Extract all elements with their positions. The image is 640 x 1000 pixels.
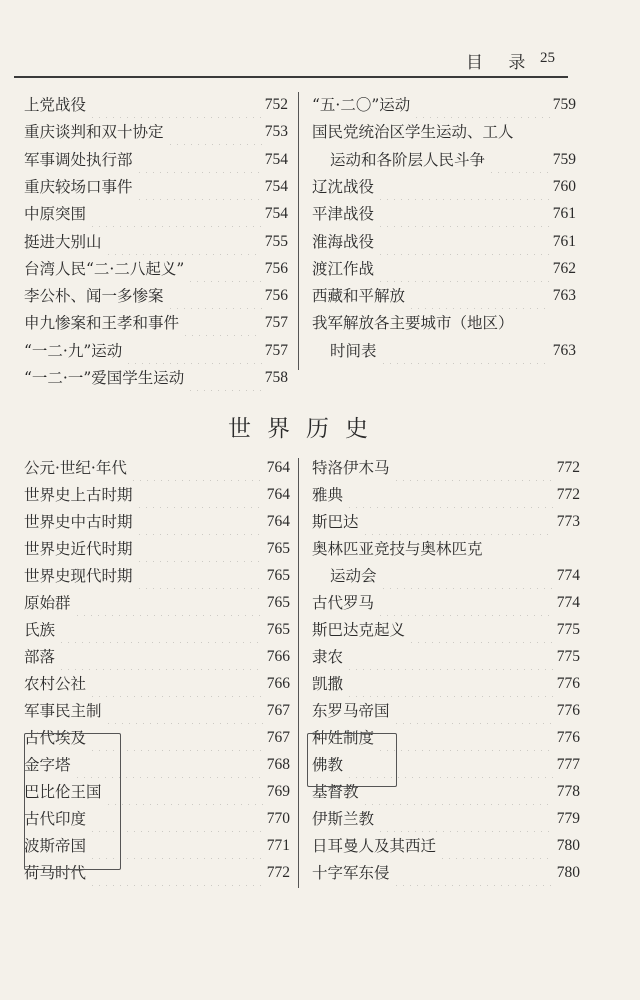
toc-entry-page: 774 — [556, 594, 580, 611]
toc-entry-page: 764 — [266, 486, 290, 503]
toc-entry-page: 777 — [556, 756, 580, 773]
toc-entry-page: 772 — [266, 864, 290, 881]
header-page-number: 25 — [540, 50, 555, 66]
toc-entry-title: 重庆较场口事件 — [24, 177, 133, 196]
toc-entry — [24, 174, 288, 200]
dot-leader — [167, 119, 262, 145]
toc-entry-title: “五·二〇”运动 — [312, 96, 411, 114]
dot-leader — [136, 482, 264, 508]
toc-entry-page: 756 — [264, 287, 288, 305]
toc-entry — [312, 119, 576, 145]
toc-entry — [24, 698, 290, 724]
toc-entry-title: 申九惨案和王孝和事件 — [24, 314, 180, 333]
dot-leader — [58, 617, 264, 643]
dot-leader — [393, 698, 554, 724]
dot-leader — [488, 147, 550, 173]
toc-entry — [312, 860, 580, 886]
handwritten-box-right — [307, 733, 397, 787]
toc-entry-title: 日耳曼人及其西迁 — [312, 837, 437, 855]
toc-entry-page: 757 — [264, 314, 288, 332]
toc-entry-page: 754 — [264, 177, 288, 195]
toc-entry — [24, 119, 288, 145]
handwritten-box-left — [24, 733, 121, 870]
dot-leader — [89, 671, 264, 697]
toc-entry-title: 时间表 — [330, 341, 377, 360]
toc-entry — [24, 536, 290, 562]
toc-entry — [312, 671, 580, 697]
toc-entry-page: 756 — [264, 259, 288, 277]
dot-leader — [377, 201, 550, 227]
toc-entry-title: 辽沈战役 — [312, 177, 375, 196]
toc-entry-title: 西藏和平解放 — [312, 287, 406, 306]
toc-entry-title: 运动和各阶层人民斗争 — [330, 150, 486, 169]
dot-leader — [346, 671, 554, 697]
toc-entry — [24, 455, 290, 481]
toc-entry-page: 772 — [556, 486, 580, 503]
dot-leader — [89, 92, 262, 118]
toc-entry-title: 原始群 — [24, 594, 71, 612]
toc-entry-title: 挺进大别山 — [24, 232, 102, 251]
toc-entry — [24, 482, 290, 508]
toc-entry-title: 李公朴、闻一多惨案 — [24, 287, 164, 306]
toc-entry-title: 基督教 — [312, 783, 359, 801]
toc-entry — [312, 509, 580, 535]
toc-entry-title: 国民党统治区学生运动、工人 — [312, 123, 514, 142]
toc-entry-page: 752 — [264, 96, 288, 113]
toc-entry — [24, 563, 290, 589]
toc-entry-page: 776 — [556, 729, 580, 746]
toc-entry — [24, 256, 288, 282]
toc-entry-title: 世界史近代时期 — [24, 540, 133, 558]
toc-entry-title: “一二·一”爱国学生运动 — [24, 369, 185, 387]
toc-entry-page: 765 — [266, 594, 290, 611]
dot-leader — [393, 455, 554, 481]
toc-entry-title: 中原突围 — [24, 205, 87, 224]
toc-entry — [312, 617, 580, 643]
toc-entry — [312, 698, 580, 724]
dot-leader — [377, 229, 550, 255]
toc-entry-page: 766 — [266, 648, 290, 665]
dot-leader — [187, 256, 261, 282]
dot-leader — [346, 644, 554, 670]
toc-entry-page: 762 — [552, 259, 576, 277]
toc-entry-page: 761 — [552, 205, 576, 223]
toc-entry — [24, 671, 290, 697]
column-divider-bottom — [298, 458, 299, 888]
toc-entry-title: 军事调处执行部 — [24, 150, 133, 169]
dot-leader — [377, 590, 554, 616]
dot-leader — [380, 563, 554, 589]
toc-entry — [312, 310, 576, 336]
dot-leader — [136, 147, 262, 173]
dot-leader — [130, 455, 264, 481]
section-title: 世界历史 — [228, 416, 384, 442]
toc-entry-title: 古代印度 — [24, 810, 87, 828]
toc-entry-page: 776 — [556, 702, 580, 719]
toc-entry-title: 隶农 — [312, 648, 344, 666]
toc-entry-title: 十字军东侵 — [312, 864, 390, 882]
dot-leader — [182, 310, 262, 336]
toc-entry-title: 台湾人民“二·二八起义” — [24, 259, 185, 278]
toc-entry-title: 淮海战役 — [312, 232, 375, 251]
dot-leader — [105, 229, 262, 255]
dot-leader — [393, 860, 554, 886]
dot-leader — [346, 482, 554, 508]
toc-entry-title: 氏族 — [24, 621, 56, 639]
toc-entry — [312, 283, 576, 309]
dot-leader — [167, 283, 262, 309]
dot-leader — [362, 509, 554, 535]
toc-entry-title: 东罗马帝国 — [312, 702, 390, 720]
page-header — [0, 0, 640, 80]
toc-entry-page: 757 — [264, 341, 288, 359]
toc-entry — [312, 806, 580, 832]
toc-entry-page: 780 — [556, 837, 580, 854]
toc-entry-title: 荷马时代 — [24, 864, 87, 882]
toc-entry — [330, 338, 576, 364]
toc-entry-title: 渡江作战 — [312, 259, 375, 278]
dot-leader — [517, 119, 573, 145]
toc-entry-page: 776 — [556, 675, 580, 692]
toc-entry-title: 世界史上古时期 — [24, 486, 133, 504]
dot-leader — [125, 338, 261, 364]
dot-leader — [136, 536, 264, 562]
toc-entry — [312, 92, 576, 118]
toc-entry — [24, 644, 290, 670]
dot-leader — [136, 563, 264, 589]
toc-entry — [312, 201, 576, 227]
dot-leader — [380, 338, 550, 364]
toc-entry — [312, 256, 576, 282]
toc-entry-page: 761 — [552, 232, 576, 250]
toc-entry-page: 754 — [264, 205, 288, 223]
toc-entry-page: 773 — [556, 513, 580, 530]
toc-entry — [24, 310, 288, 336]
dot-leader — [517, 310, 573, 336]
toc-entry-title: 斯巴达 — [312, 513, 359, 531]
toc-entry — [312, 455, 580, 481]
toc-entry — [312, 590, 580, 616]
toc-entry-page: 758 — [264, 369, 288, 386]
toc-entry — [312, 644, 580, 670]
dot-leader — [105, 698, 264, 724]
toc-entry-title: 运动会 — [330, 567, 377, 585]
toc-entry-page: 779 — [556, 810, 580, 827]
column-divider-top — [298, 92, 299, 370]
toc-entry-title: 奥林匹亚竞技与奥林匹克 — [312, 540, 483, 558]
toc-entry-title: 军事民主制 — [24, 702, 102, 720]
toc-entry — [24, 201, 288, 227]
toc-entry-page: 767 — [266, 729, 290, 746]
toc-entry — [24, 283, 288, 309]
toc-entry-title: 金字塔 — [24, 756, 71, 774]
dot-leader — [74, 590, 264, 616]
dot-leader — [413, 92, 549, 118]
dot-leader — [105, 779, 264, 805]
toc-entry — [24, 590, 290, 616]
toc-entry-page: 771 — [266, 837, 290, 854]
toc-entry — [312, 229, 576, 255]
toc-entry-page: 763 — [552, 341, 576, 359]
toc-entry-page: 763 — [552, 287, 576, 305]
toc-entry-page: 775 — [556, 621, 580, 638]
dot-leader — [377, 725, 554, 751]
dot-leader — [486, 536, 577, 562]
toc-entry — [312, 482, 580, 508]
toc-entry-title: 世界史现代时期 — [24, 567, 133, 585]
toc-entry-page: 759 — [552, 96, 576, 113]
dot-leader — [408, 617, 554, 643]
toc-entry-page: 774 — [556, 567, 580, 584]
toc-entry — [24, 229, 288, 255]
dot-leader — [439, 833, 554, 859]
toc-entry-title: 巴比伦王国 — [24, 783, 102, 801]
toc-entry-page: 770 — [266, 810, 290, 827]
toc-entry-page: 768 — [266, 756, 290, 773]
toc-entry — [24, 92, 288, 118]
toc-entry — [24, 617, 290, 643]
toc-entry-title: 波斯帝国 — [24, 837, 87, 855]
toc-entry — [24, 147, 288, 173]
toc-entry — [24, 509, 290, 535]
toc-entry — [24, 338, 288, 364]
toc-entry-page: 753 — [264, 123, 288, 141]
toc-entry — [330, 563, 580, 589]
toc-entry-page: 755 — [264, 232, 288, 250]
toc-entry-title: 我军解放各主要城市（地区） — [312, 314, 514, 333]
header-rule — [14, 76, 568, 78]
toc-entry-page: 769 — [266, 783, 290, 800]
toc-entry — [24, 365, 288, 391]
dot-leader — [187, 365, 261, 391]
toc-entry — [312, 536, 580, 562]
toc-entry-title: 世界史中古时期 — [24, 513, 133, 531]
toc-entry-title: 斯巴达克起义 — [312, 621, 406, 639]
toc-entry-page: 759 — [552, 150, 576, 168]
header-title: 目 录 — [466, 53, 536, 73]
toc-entry-title: 佛教 — [312, 756, 344, 774]
toc-entry-page: 766 — [266, 675, 290, 692]
toc-entry-page: 775 — [556, 648, 580, 665]
dot-leader — [377, 256, 550, 282]
toc-entry-title: 平津战役 — [312, 205, 375, 224]
toc-entry-title: 种姓制度 — [312, 729, 375, 747]
dot-leader — [89, 201, 262, 227]
toc-entry-page: 765 — [266, 567, 290, 584]
toc-entry-page: 778 — [556, 783, 580, 800]
toc-entry-title: 重庆谈判和双十协定 — [24, 123, 164, 142]
dot-leader — [377, 174, 550, 200]
toc-entry-title: 农村公社 — [24, 675, 87, 693]
toc-entry-title: 上党战役 — [24, 96, 87, 114]
toc-entry — [330, 147, 576, 173]
toc-entry-page: 765 — [266, 540, 290, 557]
dot-leader — [136, 174, 262, 200]
toc-entry-title: 凯撒 — [312, 675, 344, 693]
toc-entry-title: 公元·世纪·年代 — [24, 459, 127, 477]
toc-entry-page: 767 — [266, 702, 290, 719]
toc-entry — [312, 833, 580, 859]
toc-entry-title: 雅典 — [312, 486, 344, 504]
dot-leader — [58, 644, 264, 670]
toc-entry-page: 765 — [266, 621, 290, 638]
toc-entry-page: 764 — [266, 513, 290, 530]
toc-entry-page: 764 — [266, 459, 290, 476]
toc-entry-title: 特洛伊木马 — [312, 459, 390, 477]
dot-leader — [377, 806, 554, 832]
toc-entry-title: 伊斯兰教 — [312, 810, 375, 828]
toc-entry-title: 古代罗马 — [312, 594, 375, 612]
dot-leader — [408, 283, 550, 309]
toc-entry-page: 754 — [264, 150, 288, 168]
toc-entry-page: 760 — [552, 177, 576, 195]
toc-entry-page: 780 — [556, 864, 580, 881]
toc-entry-page: 772 — [556, 459, 580, 476]
toc-entry-title: “一二·九”运动 — [24, 341, 123, 360]
dot-leader — [136, 509, 264, 535]
toc-entry — [312, 174, 576, 200]
toc-entry-title: 古代埃及 — [24, 729, 87, 747]
toc-entry-title: 部落 — [24, 648, 56, 666]
